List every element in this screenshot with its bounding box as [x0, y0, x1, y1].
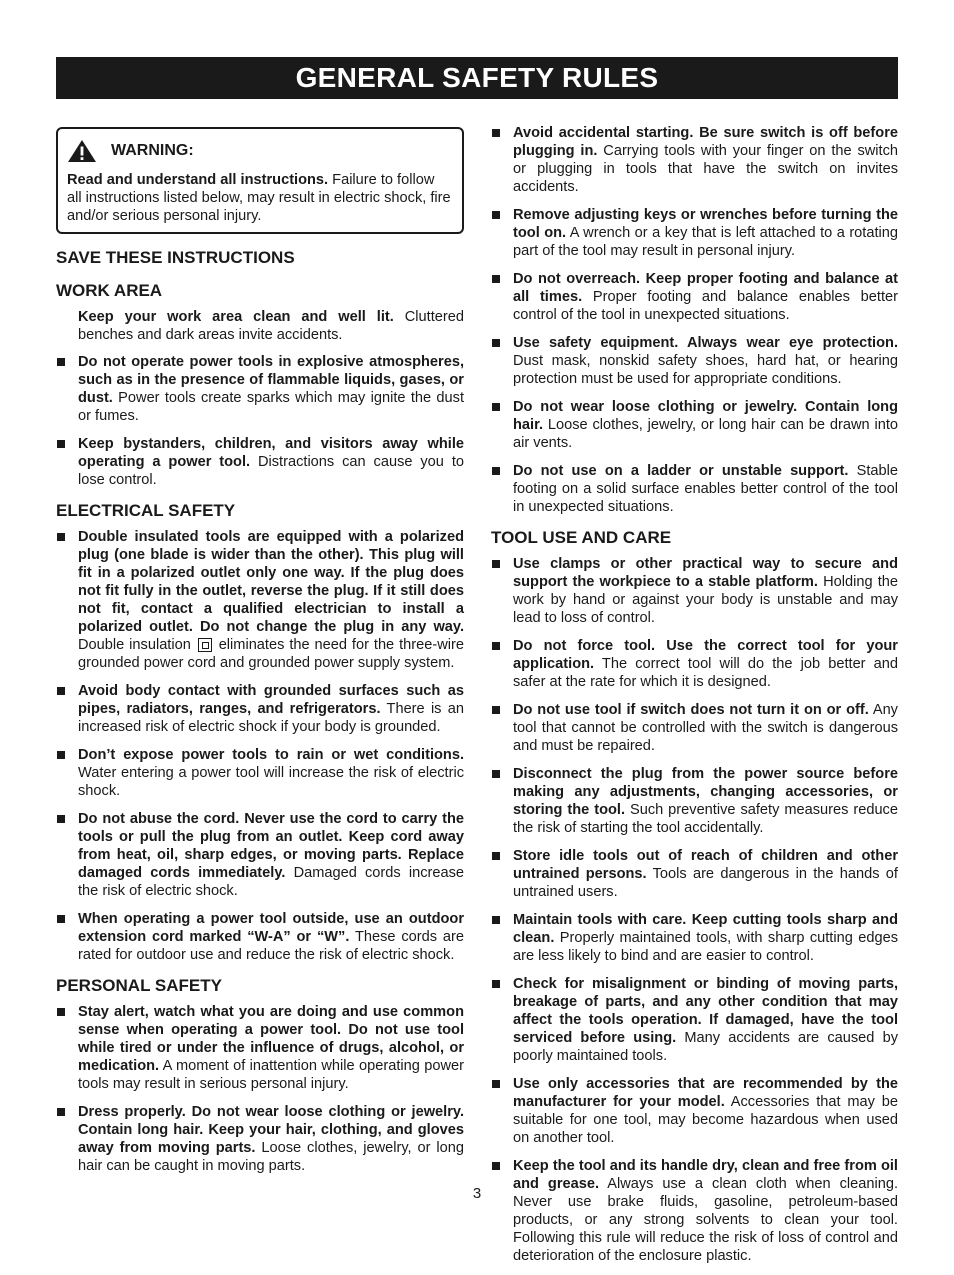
- list-item: [491, 637, 898, 691]
- list-item: [56, 528, 464, 672]
- right-column: [491, 124, 898, 1275]
- warning-box: [56, 127, 464, 234]
- item-bold: Keep the tool and its handle dry, clean and free from oil and grease.: [513, 1158, 898, 1192]
- item-text: Proper footing and balance enables better control of the tool in unexpected situations.: [513, 289, 899, 323]
- item-bold: Avoid accidental starting. Be sure switch is off before plugging in.: [513, 125, 898, 159]
- item-text: Dust mask, nonskid safety shoes, hard hat, or hearing protection must be used for appropriate conditions.: [513, 353, 898, 387]
- item-bold: Remove adjusting keys or wrenches before turning the tool on.: [513, 207, 898, 241]
- electrical-list: [56, 528, 464, 964]
- item-bold: Do not use on a ladder or unstable support.: [513, 463, 849, 479]
- list-item: [491, 206, 898, 260]
- list-item: [56, 682, 464, 736]
- save-instructions-heading: SAVE THESE INSTRUCTIONS: [56, 248, 295, 267]
- list-item: [491, 765, 898, 837]
- left-column: [56, 127, 464, 1185]
- item-text: A wrench or a key that is left attached to a rotating part of the tool may result in personal injury.: [513, 225, 898, 259]
- list-item: [56, 435, 464, 489]
- item-text: Holding the work by hand or against your body is unstable and may lead to loss of control.: [513, 574, 898, 626]
- list-item: [56, 353, 464, 425]
- work-area-intro: [56, 308, 464, 344]
- item-bold: Do not use tool if switch does not turn it on or off.: [513, 702, 869, 718]
- item-bold: Disconnect the plug from the power source before making any adjustments, changing accessories, or storing the tool.: [513, 766, 898, 818]
- list-item: [491, 555, 898, 627]
- list-item: [491, 975, 898, 1065]
- item-text: eliminates the need for the three-wire grounded power cord and grounded power supply system.: [78, 637, 464, 671]
- list-item: [491, 1075, 898, 1147]
- item-bold: Maintain tools with care. Keep cutting tools sharp and clean.: [513, 912, 898, 946]
- item-bold: Use safety equipment. Always wear eye protection.: [513, 335, 898, 351]
- personal-safety-continued-list: [491, 124, 898, 516]
- item-text: Loose clothes, jewelry, or long hair can be drawn into air vents.: [513, 417, 898, 451]
- item-bold: When operating a power tool outside, use an outdoor extension cord marked “W-A” or “W”.: [78, 911, 464, 945]
- personal-list: [56, 1003, 464, 1175]
- warning-text: [67, 171, 453, 225]
- list-item: [491, 270, 898, 324]
- list-item: [491, 911, 898, 965]
- item-bold: Avoid body contact with grounded surfaces such as pipes, radiators, ranges, and refrigerators.: [78, 683, 464, 717]
- tool-use-heading: TOOL USE AND CARE: [491, 528, 672, 547]
- page-title: GENERAL SAFETY RULES: [56, 57, 898, 99]
- item-text: Power tools create sparks which may ignite the dust or fumes.: [78, 390, 464, 424]
- item-text: Such preventive safety measures reduce the risk of starting the tool accidentally.: [513, 802, 898, 836]
- item-text: These cords are rated for outdoor use and reduce the risk of electric shock.: [78, 929, 464, 963]
- item-text: Accessories that may be suitable for one tool, may become hazardous when used on another tool.: [513, 1094, 898, 1146]
- double-insulation-icon: [198, 638, 212, 652]
- item-bold: Don’t expose power tools to rain or wet conditions.: [78, 747, 464, 763]
- item-bold: Do not overreach. Keep proper footing and balance at all times.: [513, 271, 898, 305]
- list-item: [491, 334, 898, 388]
- item-bold: Do not wear loose clothing or jewelry. Contain long hair.: [513, 399, 898, 433]
- work-area-list: [56, 353, 464, 489]
- warning-bold: Read and understand all instructions.: [67, 172, 329, 188]
- item-bold: Do not force tool. Use the correct tool for your application.: [513, 638, 898, 672]
- work-area-intro-text: Cluttered benches and dark areas invite accidents.: [78, 309, 464, 343]
- item-text: Double insulation: [78, 637, 196, 653]
- item-bold: Use clamps or other practical way to secure and support the workpiece to a stable platform.: [513, 556, 898, 590]
- list-item: [491, 847, 898, 901]
- item-text: Loose clothes, jewelry, or long hair can be caught in moving parts.: [78, 1140, 464, 1174]
- page-number: 3: [472, 1185, 482, 1202]
- list-item: [491, 462, 898, 516]
- personal-safety-heading: PERSONAL SAFETY: [56, 976, 222, 995]
- list-item: [491, 124, 898, 196]
- item-bold: Do not abuse the cord. Never use the cord to carry the tools or pull the plug from an outlet. Keep cord away from heat, oil, sharp edges, or moving parts. Replace damaged cords immediately.: [78, 811, 464, 881]
- item-bold: Check for misalignment or binding of moving parts, breakage of parts, and any other condition that may affect the tools operation. If damaged, have the tool serviced before using.: [513, 976, 898, 1046]
- list-item: [491, 701, 898, 755]
- tool-use-list: [491, 555, 898, 1265]
- list-item: [56, 746, 464, 800]
- item-text: Water entering a power tool will increase the risk of electric shock.: [78, 765, 464, 799]
- work-area-intro-bold: Keep your work area clean and well lit.: [78, 309, 394, 325]
- warning-header: [67, 139, 453, 163]
- item-text: Damaged cords increase the risk of electric shock.: [78, 865, 464, 899]
- item-text: Properly maintained tools, with sharp cutting edges are less likely to bind and are easier to control.: [513, 930, 898, 964]
- item-text: There is an increased risk of electric shock if your body is grounded.: [78, 701, 465, 735]
- item-text: Always use a clean cloth when cleaning. Never use brake fluids, gasoline, petroleum-based products, or any strong solvents to clean your tool. Following this rule will reduce the risk of loss of control and deterioration of the enclosure plastic.: [513, 1176, 898, 1264]
- warning-triangle-icon: [67, 139, 97, 163]
- item-text: Stable footing on a solid surface enables better control of the tool in unexpected situations.: [513, 463, 898, 515]
- item-text: Carrying tools with your finger on the switch or plugging in tools that have the switch on invites accidents.: [513, 143, 898, 195]
- item-bold: Dress properly. Do not wear loose clothing or jewelry. Contain long hair. Keep your hair, clothing, and gloves away from moving parts.: [78, 1104, 464, 1156]
- item-bold: Stay alert, watch what you are doing and use common sense when operating a power tool. Do not use tool while tired or under the influence of drugs, alcohol, or medication.: [78, 1004, 464, 1074]
- list-item: [56, 910, 464, 964]
- item-bold: Store idle tools out of reach of children and other untrained persons.: [513, 848, 898, 882]
- list-item: [491, 1157, 898, 1265]
- item-bold: Double insulated tools are equipped with a polarized plug (one blade is wider than the other). This plug will fit in a polarized outlet only one way. If the plug does not fit fully in the outlet, reverse the plug. If it still does not fit, contact a qualified electrician to install a polarized outlet. Do not change the plug in any way.: [78, 529, 464, 635]
- item-text: The correct tool will do the job better and safer at the rate for which it is designed.: [513, 656, 898, 690]
- work-area-heading: WORK AREA: [56, 281, 163, 300]
- item-bold: Use only accessories that are recommended by the manufacturer for your model.: [513, 1076, 898, 1110]
- list-item: [56, 1103, 464, 1175]
- item-text: A moment of inattention while operating power tools may result in serious personal injury.: [78, 1058, 464, 1092]
- list-item: [56, 1003, 464, 1093]
- warning-plain: Failure to follow all instructions listed below, may result in electric shock, fire and/or serious personal injury.: [67, 172, 451, 224]
- item-text: Any tool that cannot be controlled with the switch is dangerous and must be repaired.: [513, 702, 898, 754]
- item-bold: Do not operate power tools in explosive atmospheres, such as in the presence of flammable liquids, gases, or dust.: [78, 354, 464, 406]
- list-item: [56, 810, 464, 900]
- item-text: Many accidents are caused by poorly maintained tools.: [513, 1030, 898, 1064]
- list-item: [491, 398, 898, 452]
- item-bold: Keep bystanders, children, and visitors away while operating a power tool.: [78, 436, 464, 470]
- warning-label: WARNING:: [111, 142, 194, 159]
- electrical-safety-heading: ELECTRICAL SAFETY: [56, 501, 236, 520]
- item-text: Tools are dangerous in the hands of untrained users.: [513, 866, 898, 900]
- item-text: Distractions can cause you to lose control.: [78, 454, 464, 488]
